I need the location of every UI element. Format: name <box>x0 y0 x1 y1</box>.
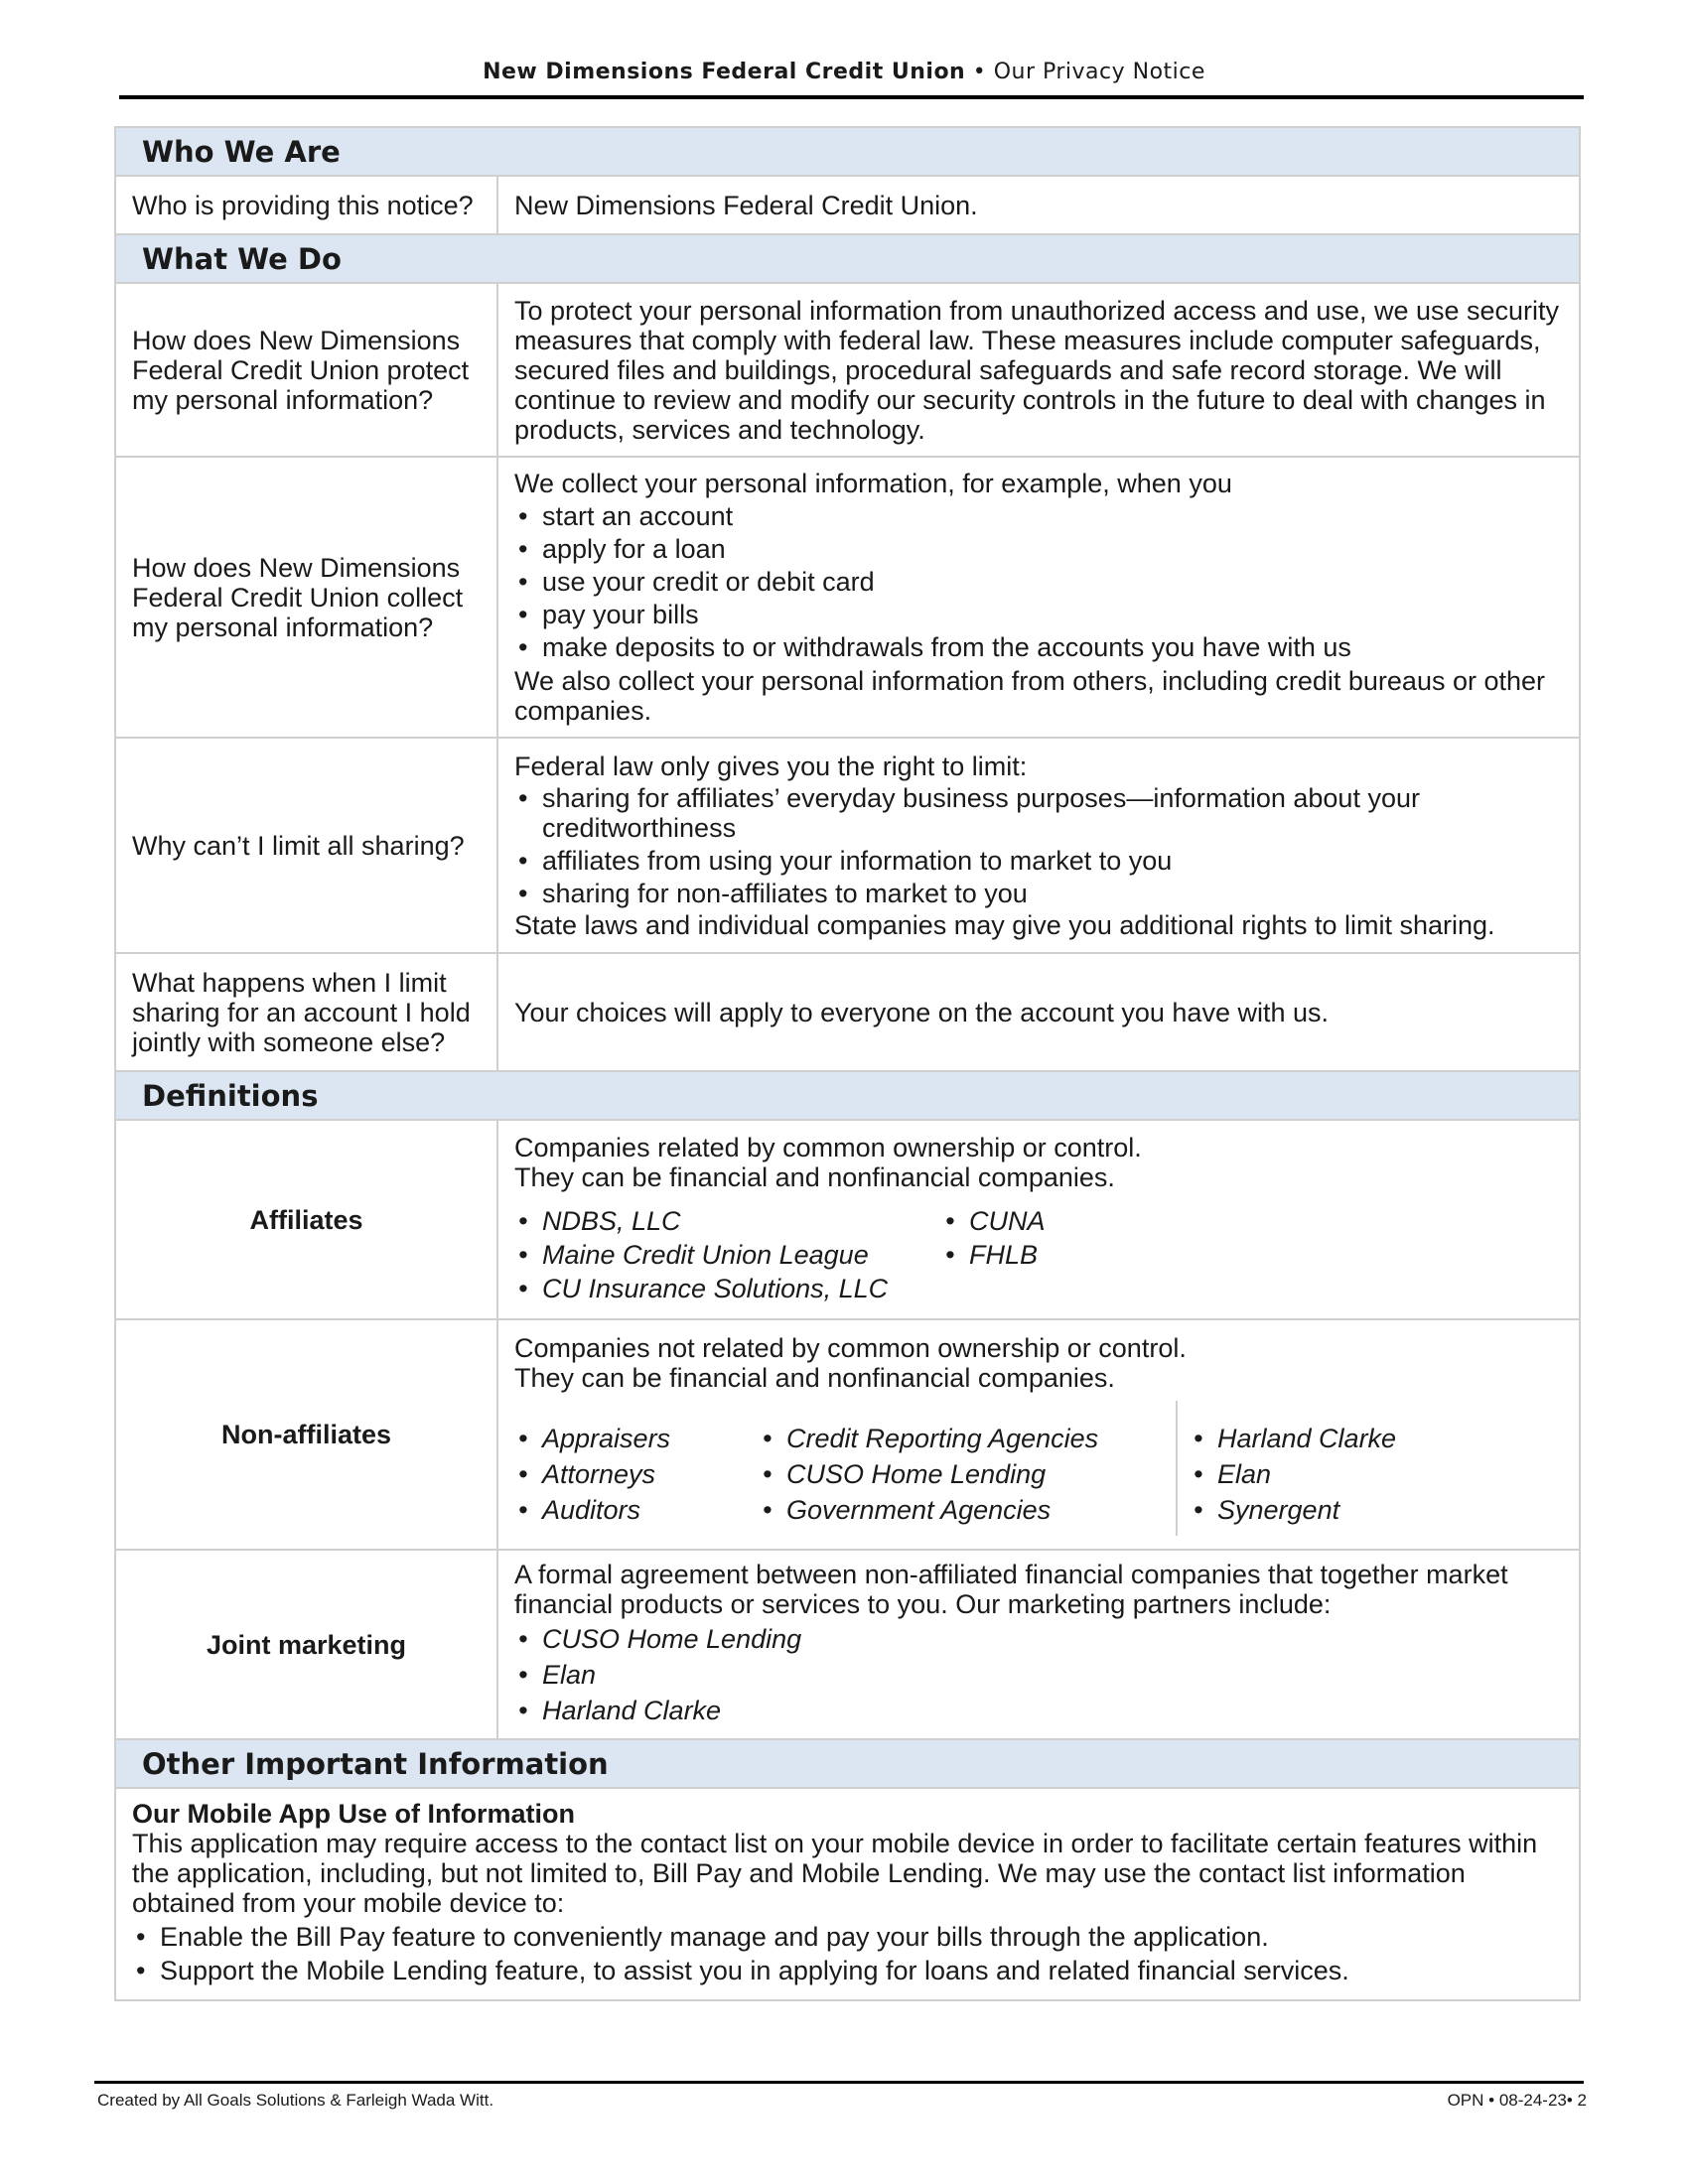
definition-body <box>497 1550 1580 1739</box>
page-header <box>0 60 1688 84</box>
row-collect <box>115 457 1580 738</box>
list-item: • Elan <box>1190 1456 1577 1492</box>
other-body <box>115 1788 1580 2000</box>
list-item: • Elan <box>514 1657 1565 1693</box>
list-item: • Maine Credit Union League <box>514 1238 941 1272</box>
list-item: • CU Insurance Solutions, LLC <box>514 1272 941 1305</box>
non-affiliates-columns <box>514 1401 1579 1536</box>
non-affiliates-list-3 <box>1190 1421 1577 1528</box>
row-joint-marketing <box>115 1550 1580 1739</box>
definition-term: Joint marketing <box>115 1550 497 1739</box>
question-cell: How does New Dimensions Federal Credit Union protect my personal information? <box>115 283 497 457</box>
list-item: • Enable the Bill Pay feature to conveniently manage and pay your bills through the application. <box>132 1920 1561 1954</box>
row-affiliates <box>115 1120 1580 1319</box>
footer-page-code: OPN • 08-24-23• 2 <box>1447 2091 1587 2110</box>
list-item: • Attorneys <box>514 1456 759 1492</box>
answer-cell <box>497 457 1580 738</box>
list-item: • sharing for non-affiliates to market to you <box>514 879 1565 908</box>
row-joint-account <box>115 953 1580 1071</box>
section-other-information <box>115 1739 1580 1788</box>
list-item: • sharing for affiliates’ everyday business purposes—information about your creditworthiness <box>514 783 1565 843</box>
affiliates-columns <box>514 1202 1565 1307</box>
mobile-app-text: This application may require access to the contact list on your mobile device in order to facilitate certain features within the application, including, but not limited to, Bill Pay and Mobile Lending. We may use the contact list information obtained from your mobile device to: <box>132 1829 1538 1918</box>
definition-term: Non-affiliates <box>115 1319 497 1550</box>
list-item: • affiliates from using your information to market to you <box>514 846 1565 876</box>
header-org: New Dimensions Federal Credit Union <box>483 60 966 84</box>
footer-credit: Created by All Goals Solutions & Farleigh Wada Witt. <box>97 2091 494 2110</box>
collect-intro: We collect your personal information, for example, when you <box>514 469 1232 498</box>
row-non-affiliates <box>115 1319 1580 1550</box>
list-item: • use your credit or debit card <box>514 566 1565 599</box>
list-item: • start an account <box>514 500 1565 533</box>
list-item: • CUNA <box>941 1204 1239 1238</box>
row-who-provides <box>115 176 1580 234</box>
definition-line: They can be financial and nonfinancial companies. <box>514 1161 1115 1192</box>
mobile-app-list <box>132 1920 1561 1987</box>
definition-term: Affiliates <box>115 1120 497 1319</box>
definition-line: They can be financial and nonfinancial companies. <box>514 1363 1115 1393</box>
list-item: • Harland Clarke <box>1190 1421 1577 1456</box>
list-item: • Government Agencies <box>759 1492 1176 1528</box>
list-item: • Credit Reporting Agencies <box>759 1421 1176 1456</box>
question-cell: Why can’t I limit all sharing? <box>115 738 497 953</box>
row-protect <box>115 283 1580 457</box>
list-item: • apply for a loan <box>514 533 1565 566</box>
definition-line: Companies not related by common ownership or control. <box>514 1333 1187 1363</box>
answer-cell <box>497 738 1580 953</box>
limit-intro: Federal law only gives you the right to limit: <box>514 751 1028 781</box>
section-heading: Who We Are <box>115 127 1580 176</box>
row-mobile-app <box>115 1788 1580 2000</box>
header-rule <box>119 95 1584 99</box>
list-item: • CUSO Home Lending <box>514 1621 1565 1657</box>
footer-rule <box>94 2081 1584 2084</box>
question-cell: What happens when I limit sharing for an account I hold jointly with someone else? <box>115 953 497 1071</box>
limit-outro: State laws and individual companies may give you additional rights to limit sharing. <box>514 909 1495 940</box>
section-who-we-are <box>115 127 1580 176</box>
list-item: • Support the Mobile Lending feature, to assist you in applying for loans and related financial services. <box>132 1954 1561 1987</box>
affiliates-list-2 <box>941 1204 1239 1272</box>
definition-text: A formal agreement between non-affiliated financial companies that together market financial products or services to you. Our marketing partners include: <box>514 1559 1508 1619</box>
mobile-app-subheading: Our Mobile App Use of Information <box>132 1799 575 1829</box>
affiliates-list-1 <box>514 1204 941 1305</box>
list-item: • pay your bills <box>514 599 1565 631</box>
limit-list <box>514 783 1565 908</box>
list-item: • Harland Clarke <box>514 1693 1565 1728</box>
row-limit <box>115 738 1580 953</box>
section-what-we-do <box>115 234 1580 283</box>
list-item: • make deposits to or withdrawals from the accounts you have with us <box>514 631 1565 664</box>
answer-cell: To protect your personal information from unauthorized access and use, we use security measures that comply with federal law. These measures include computer safeguards, secured files and buildings, procedural safeguards and safe record storage. We will continue to review and modify our security controls in the future to deal with changes in products, services and technology. <box>497 283 1580 457</box>
question-cell: Who is providing this notice? <box>115 176 497 234</box>
collect-outro: We also collect your personal information from others, including credit bureaus or other companies. <box>514 666 1546 726</box>
partners-list <box>514 1621 1565 1728</box>
collect-list <box>514 500 1565 664</box>
non-affiliates-list-1 <box>514 1421 759 1528</box>
list-item: • NDBS, LLC <box>514 1204 941 1238</box>
definition-body <box>497 1319 1580 1550</box>
header-separator: • <box>965 60 994 84</box>
list-item: • Appraisers <box>514 1421 759 1456</box>
answer-cell: Your choices will apply to everyone on the account you have with us. <box>497 953 1580 1071</box>
answer-cell: New Dimensions Federal Credit Union. <box>497 176 1580 234</box>
list-item: • Synergent <box>1190 1492 1577 1528</box>
privacy-table <box>114 126 1581 2001</box>
definition-line: Companies related by common ownership or control. <box>514 1132 1142 1162</box>
list-item: • Auditors <box>514 1492 759 1528</box>
section-heading: Other Important Information <box>115 1739 1580 1788</box>
section-heading: Definitions <box>115 1071 1580 1120</box>
list-item: • CUSO Home Lending <box>759 1456 1176 1492</box>
question-cell: How does New Dimensions Federal Credit Union collect my personal information? <box>115 457 497 738</box>
non-affiliates-list-2 <box>759 1421 1176 1528</box>
list-item: • FHLB <box>941 1238 1239 1272</box>
definition-body <box>497 1120 1580 1319</box>
section-heading: What We Do <box>115 234 1580 283</box>
header-title: Our Privacy Notice <box>993 60 1205 84</box>
section-definitions <box>115 1071 1580 1120</box>
